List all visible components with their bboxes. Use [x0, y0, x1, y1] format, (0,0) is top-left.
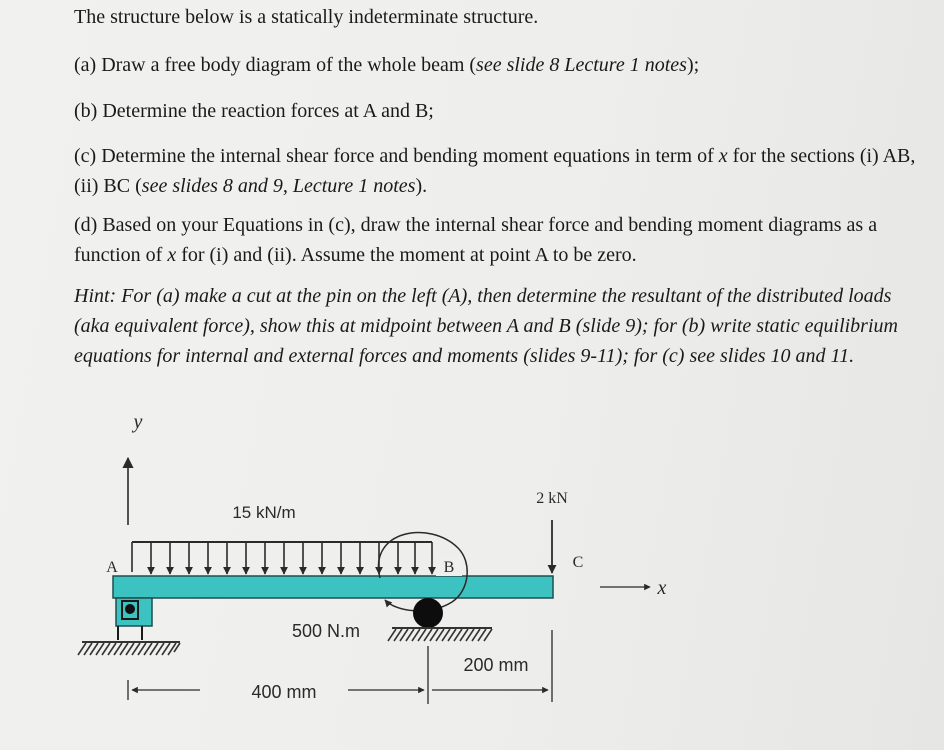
part-a: [74, 50, 924, 80]
dim-ab-label: 400 mm: [251, 682, 317, 702]
part-c-var: x: [718, 145, 728, 167]
part-a-tail: );: [686, 54, 700, 76]
part-d-lead: (d) Based on your Equations in (c), draw the internal shear force and bending moment diagrams as a function of: [74, 214, 878, 266]
hint: [74, 281, 924, 371]
moment-label: 500 N.m: [291, 621, 361, 641]
distributed-load: [132, 542, 432, 574]
intro-text: [74, 2, 924, 32]
dimension-lines: [128, 630, 552, 704]
roller-support-b: [388, 598, 492, 641]
intro-sentence: The structure below is a statically indeterminate structure.: [74, 6, 539, 28]
y-axis: [128, 411, 143, 525]
part-c: [74, 141, 924, 201]
ground-hatch: [388, 629, 492, 641]
part-d: [74, 210, 924, 270]
part-d-var: x: [167, 244, 177, 266]
part-c-mid: for the sections (i) AB, (ii) BC (: [74, 145, 916, 197]
roller-icon: [413, 598, 443, 628]
beam-diagram: [0, 400, 944, 750]
part-d-tail: for (i) and (ii). Assume the moment at point A to be zero.: [176, 244, 637, 266]
part-c-text: [74, 141, 924, 201]
point-a-label: A: [106, 559, 118, 576]
part-c-ref: see slides 8 and 9, Lecture 1 notes: [141, 175, 416, 197]
pin-icon: [125, 604, 135, 614]
part-a-lead: (a) Draw a free body diagram of the whole beam (: [74, 54, 477, 76]
dim-bc-label: 200 mm: [463, 655, 529, 675]
ground-hatch: [78, 643, 180, 655]
part-b: [74, 96, 924, 126]
y-axis-label: y: [133, 411, 143, 433]
hint-text: Hint: For (a) make a cut at the pin on the left (A), then determine the resultant of the distributed loads (aka equivalent force), show this at midpoint between A and B (slide 9); for (b) write static equilibrium equations for internal and external forces and moments (slides 9-11); for (c) see slides 10 and 11.: [74, 285, 898, 367]
x-axis-label: x: [657, 577, 667, 599]
pin-support-a: [78, 598, 180, 655]
point-c-label: C: [572, 554, 584, 571]
part-a-text: [74, 50, 924, 80]
part-c-lead: (c) Determine the internal shear force and bending moment equations in term of: [74, 145, 719, 167]
beam: [113, 576, 553, 598]
distributed-load-label: 15 kN/m: [232, 503, 296, 522]
part-c-tail: ).: [415, 175, 428, 197]
point-load-label: 2 kN: [536, 490, 568, 507]
part-a-ref: see slide 8 Lecture 1 notes: [476, 54, 687, 76]
part-d-text: [74, 210, 924, 270]
point-b-label: B: [443, 559, 455, 576]
part-b-text: (b) Determine the reaction forces at A and B;: [74, 100, 434, 122]
